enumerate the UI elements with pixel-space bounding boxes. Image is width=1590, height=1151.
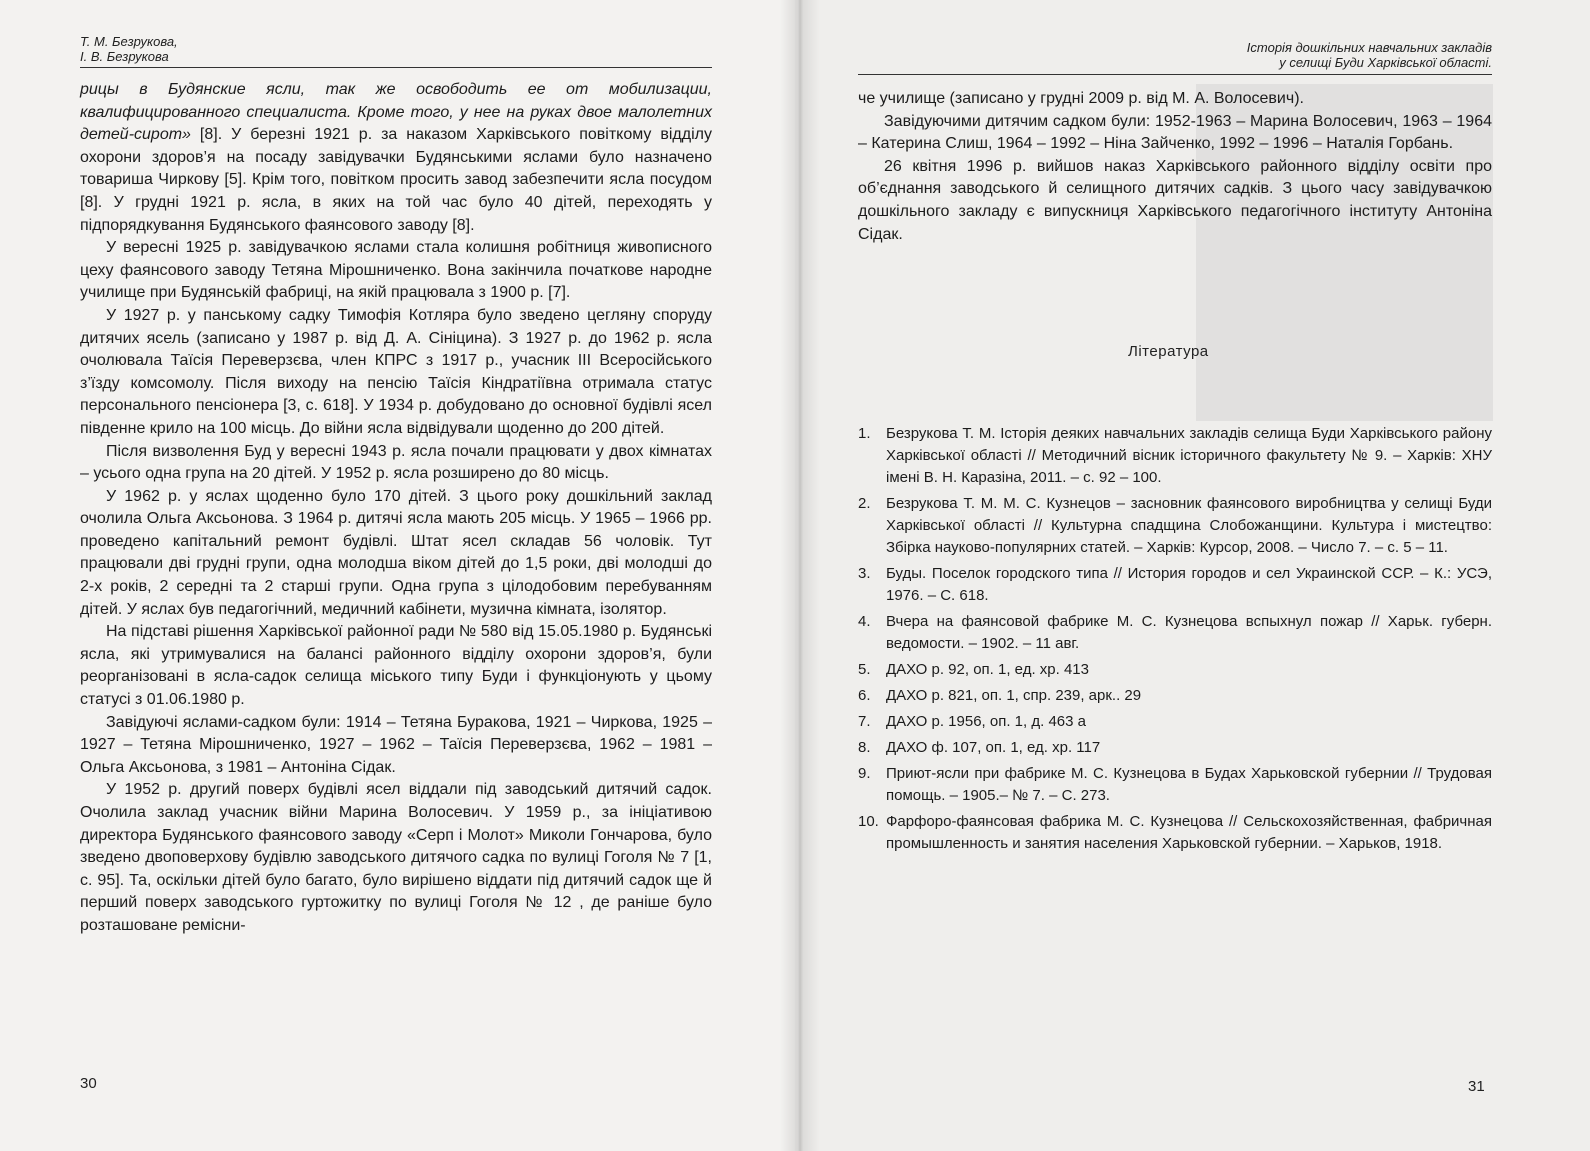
author-1: Т. М. Безрукова, [80, 34, 178, 49]
paragraph: На підставі рішення Харківської районної ради № 580 від 15.05.1980 р. Будянські ясла, які утримувалися на балансі районного відділу охорони здоров’я, були реорганізовані в ясла-садок селища міського типу Буди і функціонують у цьому статусі з 01.06.1980 р. [80, 623, 712, 709]
page-number-left: 30 [80, 1075, 97, 1092]
reference-item [858, 423, 1492, 489]
header-title-line-2: у селищі Буди Харківської області. [1279, 55, 1492, 70]
reference-number: 4. [858, 613, 871, 630]
reference-item [858, 763, 1492, 807]
reference-number: 1. [858, 425, 871, 442]
paragraph-text: [8]. У березні 1921 р. за наказом Харківського повіткому відділу охорони здоров’я на посаду завідувачки Будянськими яслами було назначено товариша Чиркову [5]. Крім того, повітком просить завод забезпечити ясла посудом [8]. У грудні 1921 р. ясла, в яких на той час було 40 дітей, переходять у підпорядкування Будянського фаянсового заводу [8]. [80, 126, 712, 234]
paragraph [80, 79, 712, 237]
reference-item [858, 659, 1492, 681]
reference-text: Фарфоро-фаянсовая фабрика М. С. Кузнецова // Сельскохозяйственная, фабричная промышленность и занятия населения Харьковской губернии. – Харьков, 1918. [886, 813, 1492, 852]
reference-list [858, 423, 1492, 859]
header-title-line-1: Історія дошкільних навчальних закладів [1246, 40, 1492, 55]
reference-text: ДАХО ф. 107, оп. 1, ед. хр. 117 [886, 739, 1101, 756]
reference-number: 10. [858, 813, 879, 830]
quote-italic: рицы в Будянские ясли, так же освободить ее от мобилизации, квалифицированного специалиста. Кроме того, у нее на руках двое малолетних детей-сирот» [80, 81, 712, 144]
reference-number: 9. [858, 765, 871, 782]
header-rule [858, 74, 1492, 75]
author-2: І. В. Безрукова [80, 49, 169, 64]
reference-text: Безрукова Т. М. Історія деяких навчальних закладів селища Буди Харківського району Харківської області // Методичний вісник історичного факультету № 9. – Харків: ХНУ імені В. Н. Каразіна, 2011. – с. 92 – 100. [886, 425, 1492, 486]
paragraph: У 1962 р. у яслах щоденно було 170 дітей. З цього року дошкільний заклад очолила Ольга Аксьонова. З 1964 р. дитячі ясла мають 205 місць. У 1965 – 1966 рр. проведено капітальний ремонт будівлі. Штат ясел складав 56 чоловік. Тут працювали дві грудні групи, одна молодша віком дітей до 1,5 роки, дві молодші до 2-х років, 2 середні та 2 старші групи. Одна група з цілодобовим перебуванням дітей. У яслах був педагогічний, медичний кабінети, музична кімната, ізолятор. [80, 487, 712, 618]
literature-heading: Література [1128, 343, 1209, 360]
reference-number: 3. [858, 565, 871, 582]
reference-item [858, 737, 1492, 759]
reference-number: 6. [858, 687, 871, 704]
reference-text: Буды. Поселок городского типа // История городов и сел Украинской ССР. – К.: УСЭ, 1976. – С. 618. [886, 565, 1492, 604]
reference-text: Безрукова Т. М. М. С. Кузнецов – засновник фаянсового виробництва у селищі Буди Харківської області // Культурна спадщина Слобожанщини. Культура і мистецтво: Збірка науково-популярних статей. – Харків: Курсор, 2008. – Число 7. – с. 5 – 11. [886, 495, 1492, 556]
reference-text: ДАХО р. 92, оп. 1, ед. хр. 413 [886, 661, 1089, 678]
reference-text: Вчера на фаянсовой фабрике М. С. Кузнецова вспыхнул пожар // Харьк. губерн. ведомости. – 1902. – 11 авг. [886, 613, 1492, 652]
reference-item [858, 611, 1492, 655]
reference-text: ДАХО р. 821, оп. 1, спр. 239, арк.. 29 [886, 687, 1142, 704]
reference-item [858, 493, 1492, 559]
reference-item [858, 811, 1492, 855]
paragraph: 26 квітня 1996 р. вийшов наказ Харківського районного відділу освіти про об’єднання заводського й селищного дитячих садків. З цього часу завідувачкою дошкільного закладу є випускниця Харківського педагогічного інституту Антоніна Сідак. [858, 157, 1492, 243]
book-gutter [780, 0, 820, 1151]
left-body [80, 79, 712, 938]
paragraph: Завідуючими дитячим садком були: 1952-1963 – Марина Волосевич, 1963 – 1964 – Катерина Слиш, 1964 – 1992 – Ніна Зайченко, 1992 – 1996 – Наталія Горбань. [858, 112, 1492, 153]
header-rule [80, 67, 712, 68]
paragraph: У 1927 р. у панському садку Тимофія Котляра було зведено цегляну споруду дитячих ясель (записано у 1987 р. від Д. А. Сініцина). З 1927 р. до 1962 р. ясла очолювала Таїсія Переверзєва, член КПРС з 1917 р., учасник III Всеросійського з’їзду комсомолу. Після виходу на пенсію Таїсія Кіндратіївна отримала статус персонального пенсіонера [3, с. 618]. У 1934 р. добудовано до основної будівлі ясел південне крило на 100 місць. До війни ясла відвідували щоденно до 200 дітей. [80, 306, 712, 437]
reference-number: 2. [858, 495, 871, 512]
paragraph: Після визволення Буд у вересні 1943 р. ясла почали працювати у двох кімнатах – усього одна група на 20 дітей. У 1952 р. ясла розширено до 80 місць. [80, 442, 712, 483]
paragraph: У 1952 р. другий поверх будівлі ясел віддали під заводський дитячий садок. Очолила заклад учасник війни Марина Волосевич. У 1959 р., за ініціативою директора Будянського фаянсового заводу «Серп і Молот» Миколи Гончарова, було зведено двоповерхову будівлю заводського дитячого садка по вулиці Гоголя № 7 [1, с. 95]. Та, оскільки дітей було багато, було вирішено віддати під дитячий садок ще й перший поверх заводського гуртожитку по вулиці Гоголя № 12 , де раніше було розташоване ремісни- [80, 781, 712, 934]
right-body [858, 88, 1492, 246]
page-number-right: 31 [1468, 1078, 1485, 1095]
reference-text: ДАХО р. 1956, оп. 1, д. 463 а [886, 713, 1086, 730]
reference-number: 7. [858, 713, 871, 730]
reference-item [858, 711, 1492, 733]
reference-number: 5. [858, 661, 871, 678]
paragraph: че училище (записано у грудні 2009 р. від М. А. Волосевич). [858, 90, 1304, 107]
reference-item [858, 685, 1492, 707]
reference-item [858, 563, 1492, 607]
paragraph: Завідуючі яслами-садком були: 1914 – Тетяна Буракова, 1921 – Чиркова, 1925 – 1927 – Тетяна Мірошниченко, 1927 – 1962 – Таїсія Переверзєва, 1962 – 1981 – Ольга Аксьонова, з 1981 – Антоніна Сідак. [80, 713, 712, 776]
left-header [80, 34, 712, 64]
reference-number: 8. [858, 739, 871, 756]
right-header [858, 40, 1492, 70]
paragraph: У вересні 1925 р. завідувачкою яслами стала колишня робітниця живописного цеху фаянсового заводу Тетяна Мірошниченко. Вона закінчила початкове народне училище при Будянській фабриці, на якій працювала з 1900 р. [7]. [80, 239, 712, 302]
reference-text: Приют-ясли при фабрике М. С. Кузнецова в Будах Харьковской губернии // Трудовая помощь. – 1905.– № 7. – С. 273. [886, 765, 1492, 804]
